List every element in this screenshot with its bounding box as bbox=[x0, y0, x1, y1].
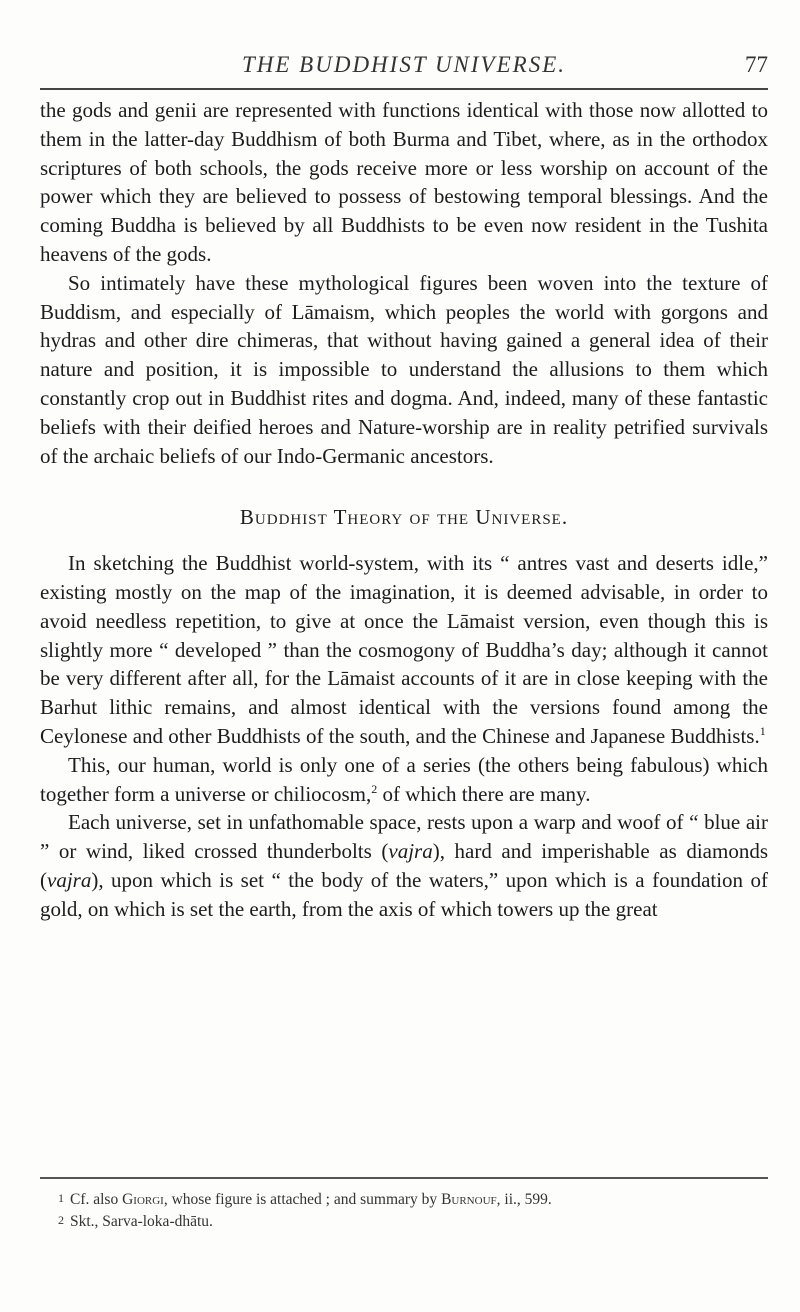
paragraph-2: So intimately have these mythological figures been woven into the texture of Buddism, and especially of Lāmaism, which peoples the world with gorgons and hydras and other dire chimeras, that without having gained a general idea of their nature and position, it is impossible to understand the allusions to them which constantly crop out in Buddhist rites and dogma. And, indeed, many of these fantastic beliefs with their deified heroes and Nature-worship are in reality petrified survivals of the archaic beliefs of our Indo-Germanic ancestors. bbox=[40, 270, 768, 468]
footnote-1-mark: 1 bbox=[58, 1191, 64, 1205]
page-number: 77 bbox=[745, 52, 768, 77]
footnote-2-mark: 2 bbox=[58, 1213, 64, 1227]
footnote-ref-2: 2 bbox=[371, 781, 378, 796]
vajra-term-2: vajra bbox=[47, 867, 92, 892]
footnote-ref-1: 1 bbox=[759, 723, 766, 738]
footnote-1-text-a: Cf. also bbox=[70, 1191, 123, 1208]
paragraph-4 bbox=[40, 751, 768, 809]
vajra-term-1: vajra bbox=[388, 839, 433, 864]
footnote-1-text-b: , whose figure is attached ; and summary by bbox=[163, 1191, 442, 1208]
paragraph-4-text-b: of which there are many. bbox=[377, 781, 591, 806]
paragraph-5-text-a: Each universe, set in unfathomable space, rests upon a warp and woof of “ blue air ” or wind, liked crossed thunderbolts ( bbox=[40, 810, 768, 864]
paragraph-4-text-a: This, our human, world is only one of a series (the others being fabulous) which together form a universe or chiliocosm, bbox=[40, 752, 768, 806]
footnote-2 bbox=[40, 1210, 768, 1232]
footnote-1-text-c: , ii., 599. bbox=[496, 1191, 552, 1208]
footnote-1 bbox=[40, 1188, 768, 1210]
footnote-2-text: Skt., Sarva-loka-dhātu. bbox=[70, 1213, 213, 1230]
section-heading: Buddhist Theory of the Universe. bbox=[239, 505, 569, 530]
footnote-1-author-burnouf: Burnouf bbox=[441, 1191, 497, 1208]
footnote-1-author-giorgi: Giorgi bbox=[122, 1191, 164, 1208]
body-text bbox=[40, 96, 768, 924]
paragraph-5-text-c: ), upon which is set “ the body of the waters,” upon which is a foundation of gold, on which is set the earth, from the axis of which towers up the great bbox=[40, 867, 768, 921]
paragraph-3 bbox=[40, 549, 768, 751]
footnotes bbox=[40, 1188, 768, 1232]
paragraph-5 bbox=[40, 808, 768, 923]
header-rule bbox=[40, 88, 768, 90]
running-title: THE BUDDHIST UNIVERSE. bbox=[241, 52, 567, 77]
footnote-rule bbox=[40, 1177, 768, 1179]
page-header bbox=[40, 52, 768, 82]
paragraph-1: the gods and genii are represented with functions identical with those now allotted to them in the latter-day Buddhism of both Burma and Tibet, where, as in the orthodox scriptures of both schools, the gods receive more or less worship on account of the power which they are believed to possess of bestowing temporal blessings. And the coming Buddha is believed by all Buddhists to be even now resident in the Tushita heavens of the gods. bbox=[40, 98, 768, 266]
paragraph-5-text-b: ), hard and imperishable as diamonds ( bbox=[40, 839, 768, 892]
paragraph-3-text: In sketching the Buddhist world-system, with its “ antres vast and deserts idle,” existing mostly on the map of the imagination, it is deemed advisable, in order to avoid needless repetition, to give at once the Lāmaist version, even though this is slightly more “ developed ” than the cosmogony of Buddha’s day; although it cannot be very different after all, for the Lāmaist accounts of it are in close keeping with the Barhut lithic remains, and almost identical with the versions found among the Ceylonese and other Buddhists of the south, and the Chinese and Japanese Buddhists. bbox=[40, 551, 768, 748]
